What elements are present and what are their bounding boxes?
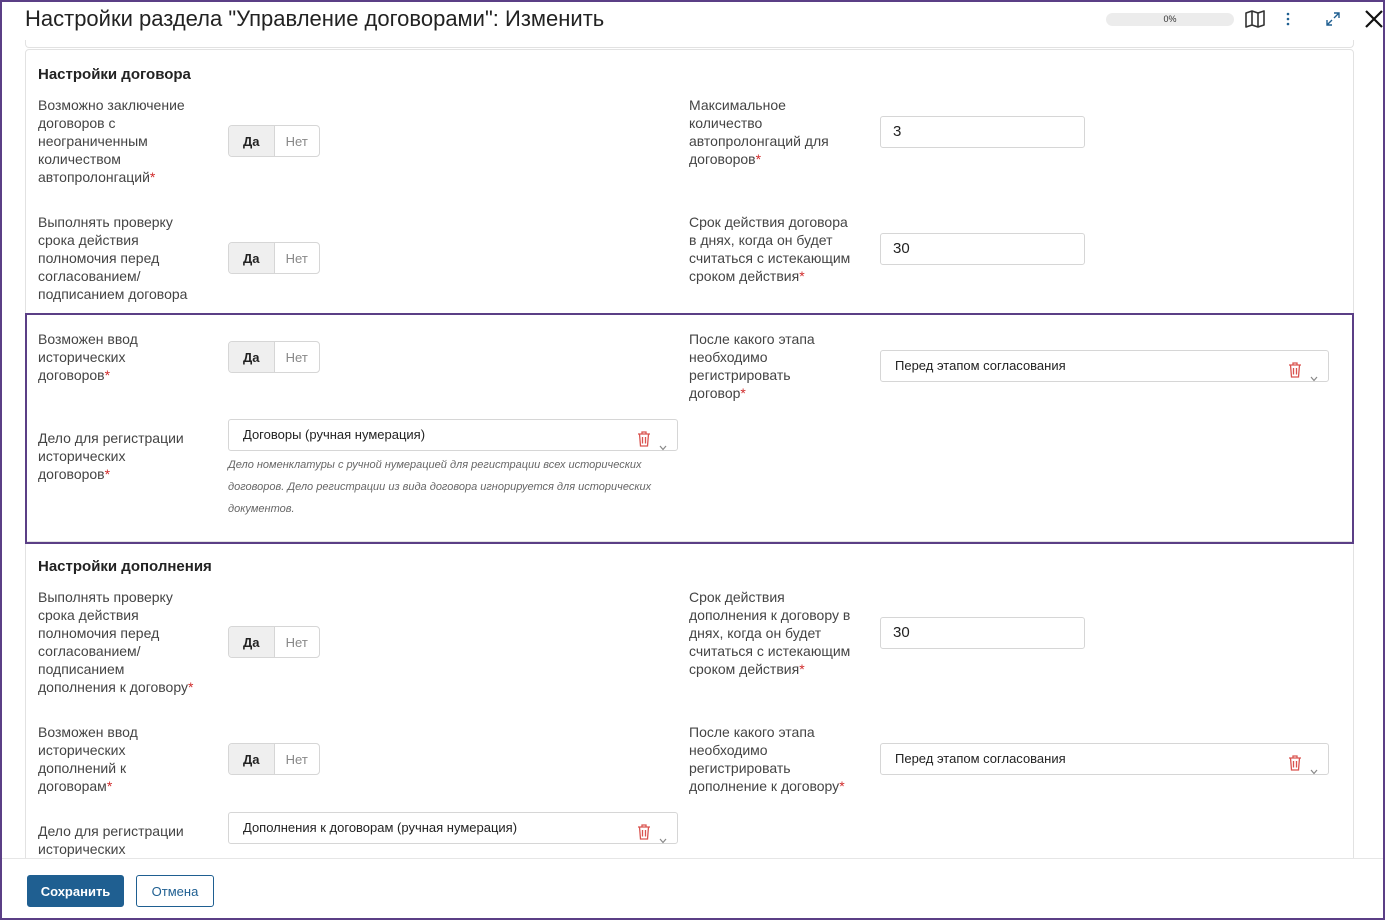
toggle-no[interactable]: Нет — [285, 250, 308, 266]
historic-case-hint: Дело номенклатуры с ручной нумерацией для регистрации всех исторических договоров. Дело регистрации из вида договора игнорируется для исторических документов. — [228, 459, 652, 515]
unlimited-prolongation-label: Возможно заключение договоров с неограниченным количеством автопролонгаций* — [38, 97, 185, 185]
trash-icon[interactable] — [637, 821, 651, 851]
historic-contracts-toggle[interactable] — [228, 341, 320, 373]
historic-contracts-label: Возможен ввод исторических договоров* — [38, 331, 138, 383]
trash-icon[interactable] — [1288, 752, 1302, 782]
chevron-down-icon[interactable] — [1310, 363, 1318, 393]
max-prolongation-input[interactable]: 3 — [880, 116, 1085, 148]
select-value: Договоры (ручная нумерация) — [243, 427, 426, 442]
dialog-footer — [0, 858, 1385, 920]
settings-content[interactable] — [25, 40, 1354, 858]
section-title-contract: Настройки договора — [38, 66, 191, 83]
dialog-header — [0, 0, 1385, 40]
toggle-no[interactable]: Нет — [285, 349, 308, 365]
toggle-yes[interactable]: Да — [229, 126, 275, 156]
save-button[interactable]: Сохранить — [27, 875, 124, 907]
contract-registration-stage-label: После какого этапа необходимо регистрировать договор* — [689, 331, 815, 401]
addendum-historic-case-select[interactable] — [228, 812, 678, 844]
historic-case-label: Дело для регистрации исторических договоров* — [38, 430, 184, 482]
select-value: Перед этапом согласования — [895, 358, 1066, 373]
addendum-expiring-days-input[interactable]: 30 — [880, 617, 1085, 649]
toggle-yes[interactable]: Да — [229, 243, 275, 273]
historic-case-select[interactable] — [228, 419, 678, 451]
contract-authority-check-label: Выполнять проверку срока действия полномочия перед согласованием/ подписанием договора — [38, 214, 188, 302]
contract-expiring-days-input[interactable]: 30 — [880, 233, 1085, 265]
progress-bar: 0% — [1106, 13, 1234, 26]
chevron-down-icon[interactable] — [1310, 756, 1318, 786]
toggle-yes[interactable]: Да — [229, 342, 275, 372]
trash-icon[interactable] — [1288, 359, 1302, 389]
toggle-yes[interactable]: Да — [229, 744, 275, 774]
contract-expiring-days-label: Срок действия договора в днях, когда он будет считаться с истекающим сроком действия* — [689, 214, 851, 284]
close-icon[interactable] — [1363, 8, 1385, 30]
toggle-no[interactable]: Нет — [285, 634, 308, 650]
contract-authority-check-toggle[interactable] — [228, 242, 320, 274]
contract-settings-card — [25, 49, 1354, 543]
historic-addendums-toggle[interactable] — [228, 743, 320, 775]
dialog-title: Настройки раздела "Управление договорами": Изменить — [25, 6, 605, 31]
previous-card-edge — [25, 40, 1354, 48]
toggle-no[interactable]: Нет — [285, 133, 308, 149]
section-title-addendum: Настройки дополнения — [38, 558, 212, 575]
addendum-authority-check-label: Выполнять проверку срока действия полномочия перед согласованием/ подписанием дополнения к договору* — [38, 589, 194, 695]
contract-registration-stage-select[interactable] — [880, 350, 1329, 382]
map-icon[interactable] — [1244, 8, 1266, 30]
toggle-yes[interactable]: Да — [229, 627, 275, 657]
addendum-registration-stage-label: После какого этапа необходимо регистрировать дополнение к договору* — [689, 724, 845, 794]
historic-addendums-label: Возможен ввод исторических дополнений к договорам* — [38, 724, 138, 794]
addendum-expiring-days-label: Срок действия дополнения к договору в днях, когда он будет считаться с истекающим сроком действия* — [689, 589, 851, 677]
unlimited-prolongation-toggle[interactable] — [228, 125, 320, 157]
select-value: Перед этапом согласования — [895, 751, 1066, 766]
addendum-historic-case-label: Дело для регистрации исторических — [38, 823, 184, 857]
select-value: Дополнения к договорам (ручная нумерация) — [243, 820, 518, 835]
max-prolongation-label: Максимальное количество автопролонгаций для договоров* — [689, 97, 829, 167]
chevron-down-icon[interactable] — [659, 825, 667, 855]
addendum-registration-stage-select[interactable] — [880, 743, 1329, 775]
more-vertical-icon[interactable] — [1277, 8, 1299, 30]
addendum-settings-card — [25, 541, 1354, 858]
cancel-button[interactable]: Отмена — [136, 875, 214, 907]
toggle-no[interactable]: Нет — [285, 751, 308, 767]
addendum-authority-check-toggle[interactable] — [228, 626, 320, 658]
expand-icon[interactable] — [1322, 8, 1344, 30]
